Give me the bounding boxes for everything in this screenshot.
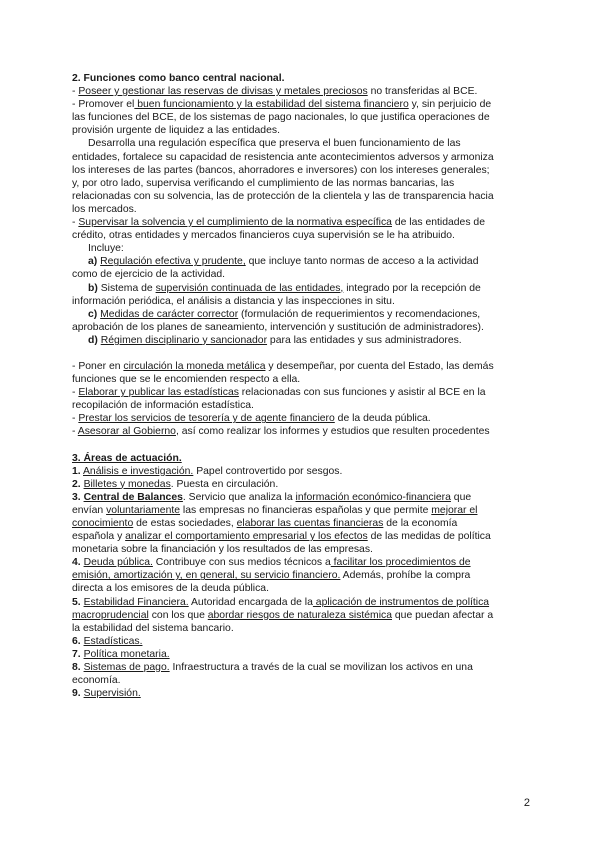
paragraph-line: y, por otro lado, supervisa verificando el cumplimiento de las normas bancarias, las <box>72 177 455 189</box>
page-content <box>72 72 530 700</box>
list-item: b) Sistema de supervisión continuada de las entidades, integrado por la recepción de <box>88 282 481 294</box>
paragraph-line: entidades, fortalece su capacidad de resistencia ante acontecimientos adversos y armoniza <box>72 151 494 163</box>
list-item: c) Medidas de carácter corrector (formulación de requerimientos y recomendaciones, <box>88 308 481 320</box>
list-item: 2. Billetes y monedas. Puesta en circulación. <box>72 478 279 490</box>
spacer <box>72 347 530 360</box>
paragraph-line: los intereses de las partes (bancos, ahorradores e inversores) con los intereses generales; <box>72 164 490 176</box>
paragraph-line: crédito, otras entidades y mercados financieros cuya supervisión se le ha atribuido. <box>72 230 455 242</box>
page-number: 2 <box>523 797 530 809</box>
list-item: 6. Estadísticas. <box>72 635 143 647</box>
paragraph-line: Desarrolla una regulación específica que preserva el buen funcionamiento de las <box>88 138 461 150</box>
paragraph-line: - Elaborar y publicar las estadísticas relacionadas con sus funciones y asistir al BCE en la <box>72 387 486 399</box>
paragraph-line: economía. <box>72 675 121 687</box>
paragraph-line: recopilación de información estadística. <box>72 400 254 412</box>
paragraph-line: emisión, amortización y, en general, su servicio financiero. Además, prohíbe la compra <box>72 570 471 582</box>
list-item: 7. Política monetaria. <box>72 648 170 660</box>
spacer <box>72 439 530 452</box>
paragraph-line: los mercados. <box>72 203 137 215</box>
list-item: a) Regulación efectiva y prudente, que incluye tanto normas de acceso a la actividad <box>88 256 479 268</box>
paragraph-line: - Supervisar la solvencia y el cumplimiento de la normativa específica de las entidades de <box>72 217 485 229</box>
paragraph-line: la estabilidad del sistema bancario. <box>72 622 234 634</box>
list-item: 1. Análisis e investigación. Papel controvertido por sesgos. <box>72 465 343 477</box>
paragraph-line: envían voluntariamente las empresas no financieras españolas y que permite mejorar el <box>72 504 478 516</box>
paragraph-line: conocimiento de estas sociedades, elaborar las cuentas financieras de la economía <box>72 518 458 529</box>
paragraph-line: relacionadas con su solvencia, las de protección de la clientela y las de transparencia hacia <box>72 190 494 202</box>
paragraph-line: las funciones del BCE, de los sistemas de pago nacionales, lo que justifica operaciones de <box>72 112 490 124</box>
list-item: 8. Sistemas de pago. Infraestructura a través de la cual se movilizan los activos en una <box>72 662 473 674</box>
list-item: 3. Central de Balances. Servicio que analiza la información económico-financiera que <box>72 491 472 503</box>
list-item: 9. Supervisión. <box>72 688 141 700</box>
section-heading: 3. Áreas de actuación. <box>72 452 182 464</box>
paragraph-line: aprobación de los planes de saneamiento, intervención y sustitución de administradores). <box>72 321 484 333</box>
paragraph-line: española y analizar el comportamiento empresarial y los efectos de las medidas de política <box>72 531 491 543</box>
paragraph-line: monetaria sobre la financiación y los resultados de las empresas. <box>72 544 373 556</box>
paragraph-line: - Asesorar al Gobierno, así como realizar los informes y estudios que resulten procedentes <box>72 426 490 438</box>
paragraph-line: directa a los emisores de la deuda pública. <box>72 583 269 595</box>
paragraph-line: - Poseer y gestionar las reservas de divisas y metales preciosos no transferidas al BCE. <box>72 86 478 98</box>
paragraph-line: como de ejercicio de la actividad. <box>72 269 226 281</box>
paragraph-line: - Prestar los servicios de tesorería y de agente financiero de la deuda pública. <box>72 413 431 425</box>
paragraph-line: - Promover el buen funcionamiento y la estabilidad del sistema financiero y, sin perjuicio de <box>72 99 492 111</box>
paragraph-line: información periódica, el análisis a distancia y las inspecciones in situ. <box>72 295 395 307</box>
list-item: d) Régimen disciplinario y sancionador para las entidades y sus administradores. <box>88 334 462 346</box>
list-item: 4. Deuda pública. Contribuye con sus medios técnicos a facilitar los procedimientos de <box>72 557 471 569</box>
paragraph-line: funciones que se le encomienden respecto a ella. <box>72 374 301 386</box>
list-item: 5. Estabilidad Financiera. Autoridad encargada de la aplicación de instrumentos de política <box>72 596 490 608</box>
paragraph-line: - Poner en circulación la moneda metálica y desempeñar, por cuenta del Estado, las demás <box>72 360 494 372</box>
paragraph-line: Incluye: <box>88 243 124 255</box>
section-heading: 2. Funciones como banco central nacional. <box>72 73 285 84</box>
paragraph-line: macroprudencial con los que abordar riesgos de naturaleza sistémica que puedan afectar a <box>72 609 494 621</box>
paragraph-line: provisión urgente de liquidez a las entidades. <box>72 125 280 137</box>
